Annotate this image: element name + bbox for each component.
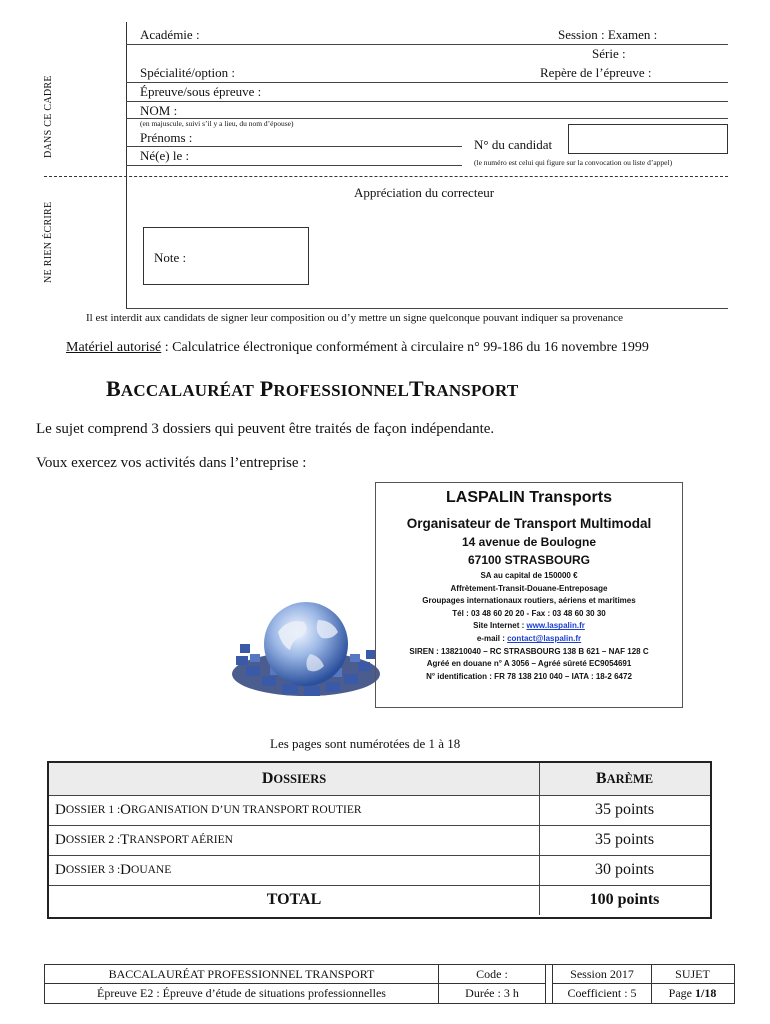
row-cap: O bbox=[120, 801, 132, 818]
dossier-1-points: 35 points bbox=[594, 801, 655, 818]
title-smallcaps: ROFESSIONNEL bbox=[273, 381, 409, 400]
title-cap: B bbox=[106, 376, 121, 401]
dossier-2-points: 35 points bbox=[594, 831, 655, 848]
title-cap: P bbox=[259, 376, 274, 401]
table-row bbox=[49, 825, 710, 856]
company-activities: Affrètement-Transit-Douane-Entreposage bbox=[450, 583, 608, 593]
header-cap: D bbox=[261, 770, 274, 787]
company-groupages: Groupages internationaux routiers, aériens et maritimes bbox=[422, 596, 636, 606]
header-bottom-rule bbox=[126, 308, 728, 309]
company-siren: SIREN : 138210040 – RC STRASBOURG 138 B 621 – NAF 128 C bbox=[409, 646, 649, 656]
interdit-notice: Il est interdit aux candidats de signer leur composition ou d’y mettre un signe quelconque pouvant indiquer sa provenance bbox=[86, 312, 624, 324]
row-cap: D bbox=[55, 801, 66, 818]
company-name: LASPALIN Transports bbox=[446, 489, 612, 506]
side-label-top: DANS CE CADRE bbox=[43, 75, 54, 158]
note-label: Note : bbox=[154, 250, 187, 265]
company-site-link[interactable]: www.laspalin.fr bbox=[526, 621, 585, 631]
header-smallcaps: ARÈME bbox=[606, 771, 654, 786]
candidat-number-box[interactable] bbox=[568, 124, 728, 154]
table-total-row bbox=[49, 885, 710, 915]
nee-le-label: Né(e) le : bbox=[140, 148, 190, 163]
total-label: TOTAL bbox=[266, 891, 322, 908]
footer-code-cell bbox=[439, 965, 546, 1003]
company-address-2: 67100 STRASBOURG bbox=[467, 553, 591, 567]
row-smallcaps: RGANISATION D’UN TRANSPORT ROUTIER bbox=[131, 804, 362, 816]
globe-trucks-illustration bbox=[226, 592, 386, 704]
company-phone: Tél : 03 48 60 20 20 - Fax : 03 48 60 30 30 bbox=[452, 608, 606, 618]
company-agree: Agréé en douane n° A 3056 – Agréé sûreté EC9054691 bbox=[426, 659, 632, 669]
nom-label: NOM : bbox=[140, 103, 178, 118]
appreciation-label: Appréciation du correcteur bbox=[354, 185, 495, 200]
company-ident: N° identification : FR 78 138 210 040 – IATA : 18-2 6472 bbox=[426, 671, 632, 681]
specialite-label: Spécialité/option : bbox=[140, 65, 235, 80]
header-dossiers bbox=[49, 763, 539, 795]
header-bareme bbox=[539, 763, 710, 795]
title-smallcaps: RANSPORT bbox=[423, 381, 519, 400]
dossier-2-label bbox=[55, 825, 535, 855]
row-smallcaps: OUANE bbox=[131, 864, 172, 876]
header-cap: B bbox=[595, 770, 607, 787]
materiel-text: : Calculatrice électronique conformément à circulaire n° 99-186 du 16 novembre 1999 bbox=[161, 340, 649, 355]
footer-epreuve: Épreuve E2 : Épreuve d’étude de situations professionnelles bbox=[45, 983, 438, 1002]
footer-code: Code : bbox=[476, 967, 508, 981]
prenoms-label: Prénoms : bbox=[140, 130, 193, 145]
row-smallcaps: OSSIER 2 : bbox=[65, 834, 121, 846]
materiel-label: Matériel autorisé bbox=[66, 340, 162, 355]
dossiers-table bbox=[47, 761, 712, 919]
header-rule bbox=[126, 101, 728, 102]
table-header-row bbox=[49, 763, 710, 796]
table-row bbox=[49, 855, 710, 886]
row-smallcaps: OSSIER 3 : bbox=[65, 864, 121, 876]
company-address-1: 14 avenue de Boulogne bbox=[461, 535, 597, 549]
footer-bac: BACCALAURÉAT PROFESSIONNEL TRANSPORT bbox=[108, 967, 375, 981]
dossier-3-points: 30 points bbox=[594, 861, 655, 878]
epreuve-label: Épreuve/sous épreuve : bbox=[140, 84, 262, 99]
company-email-link[interactable]: contact@laspalin.fr bbox=[507, 633, 582, 643]
title-cap: T bbox=[409, 376, 424, 401]
total-points: 100 points bbox=[589, 891, 660, 908]
header-rule bbox=[126, 44, 728, 45]
footer-box bbox=[44, 964, 735, 1004]
page-title bbox=[106, 376, 518, 402]
note-box[interactable] bbox=[143, 227, 309, 285]
pages-note: Les pages sont numérotées de 1 à 18 bbox=[270, 736, 461, 751]
intro-line-2: Voux exercez vos activités dans l’entreprise : bbox=[36, 455, 307, 471]
site-label: Site Internet : bbox=[473, 621, 527, 631]
row-cap: T bbox=[120, 831, 130, 848]
row-cap: D bbox=[55, 831, 66, 848]
company-site-line bbox=[376, 620, 682, 633]
footer-session: Session 2017 bbox=[570, 967, 634, 981]
side-label-bottom: NE RIEN ÉCRIRE bbox=[43, 201, 54, 283]
row-cap: D bbox=[55, 861, 66, 878]
footer-sujet: SUJET bbox=[675, 967, 710, 981]
footer-duree: Durée : 3 h bbox=[439, 983, 545, 1002]
header-rule bbox=[126, 146, 462, 147]
nom-hint: (en majuscule, suivi s’il y a lieu, du nom d’épouse) bbox=[140, 119, 294, 128]
serie-label: Série : bbox=[592, 46, 626, 61]
email-label: e-mail : bbox=[476, 633, 508, 643]
dossier-1-label bbox=[55, 795, 535, 825]
page-prefix: Page bbox=[668, 986, 695, 1000]
candidat-number-hint: (le numéro est celui qui figure sur la convocation ou liste d’appel) bbox=[474, 158, 673, 167]
academie-label: Académie : bbox=[140, 27, 200, 42]
row-smallcaps: RANSPORT AÉRIEN bbox=[129, 834, 233, 846]
company-tagline: Organisateur de Transport Multimodal bbox=[406, 516, 652, 531]
dossier-3-label bbox=[55, 855, 535, 885]
footer-exam-cell bbox=[45, 965, 439, 1003]
materiel-line bbox=[66, 340, 649, 356]
footer-sujet-cell bbox=[651, 965, 734, 1003]
session-examen-label: Session : Examen : bbox=[558, 27, 658, 42]
company-card bbox=[375, 482, 683, 708]
row-smallcaps: OSSIER 1 : bbox=[65, 804, 121, 816]
candidat-number-label: N° du candidat bbox=[474, 137, 553, 152]
header-rule bbox=[126, 82, 728, 83]
header-rule bbox=[126, 165, 462, 166]
company-capital: SA au capital de 150000 € bbox=[480, 571, 578, 580]
page-number: 1/18 bbox=[694, 986, 717, 1000]
row-cap: D bbox=[120, 861, 132, 878]
footer-session-cell bbox=[552, 965, 652, 1003]
repere-label: Repère de l’épreuve : bbox=[540, 65, 652, 80]
cut-line bbox=[44, 176, 728, 177]
header-smallcaps: OSSIERS bbox=[273, 771, 327, 786]
intro-line-1: Le sujet comprend 3 dossiers qui peuvent être traités de façon indépendante. bbox=[36, 421, 495, 437]
company-email-line bbox=[376, 633, 682, 646]
table-row bbox=[49, 795, 710, 826]
title-smallcaps: ACCALAURÉAT bbox=[120, 381, 255, 400]
footer-page bbox=[651, 983, 734, 1002]
footer-coefficient: Coefficient : 5 bbox=[553, 983, 651, 1002]
